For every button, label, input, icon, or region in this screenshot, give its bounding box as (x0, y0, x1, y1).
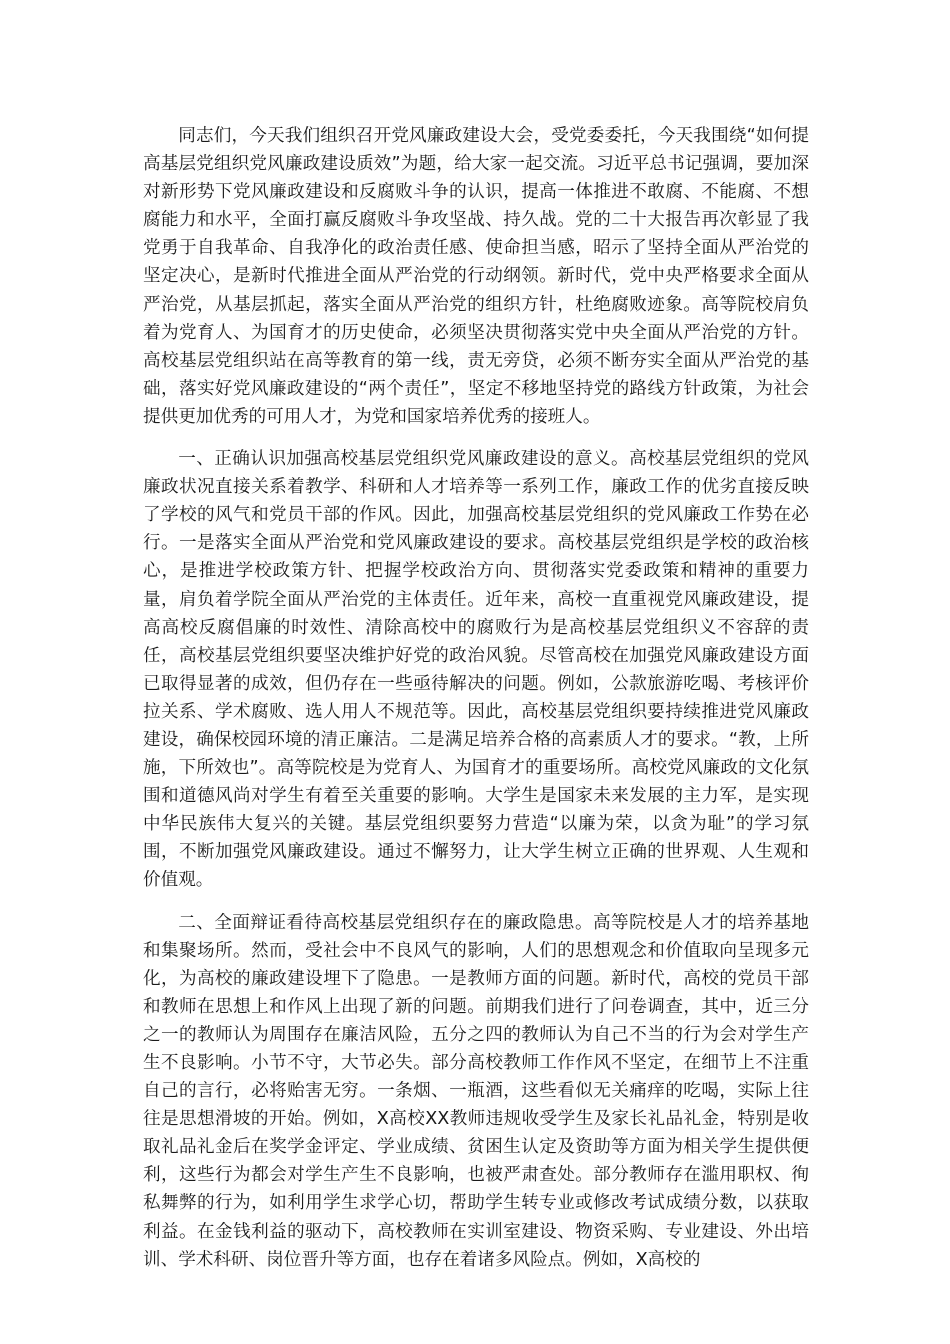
paragraph-section-1: 一、正确认识加强高校基层党组织党风廉政建设的意义。高校基层党组织的党风廉政状况直接关系着教学、科研和人才培养等一系列工作，廉政工作的优劣直接反映了学校的风气和党员干部的作风。因此，加强高校基层党组织的党风廉政工作势在必行。一是落实全面从严治党和党风廉政建设的要求。高校基层党组织是学校的政治核心，是推进学校政策方针、把握学校政治方向、贯彻落实党委政策和精神的重要力量，肩负着学院全面从严治党的主体责任。近年来，高校一直重视党风廉政建设，提高高校反腐倡廉的时效性、清除高校中的腐败行为是高校基层党组织义不容辞的责任，高校基层党组织要坚决维护好党的政治风貌。尽管高校在加强党风廉政建设方面已取得显著的成效，但仍存在一些亟待解决的问题。例如，公款旅游吃喝、考核评价拉关系、学术腐败、选人用人不规范等。因此，高校基层党组织要持续推进党风廉政建设，确保校园环境的清正廉洁。二是满足培养合格的高素质人才的要求。“教，上所施，下所效也”。高等院校是为党育人、为国育才的重要场所。高校党风廉政的文化氛围和道德风尚对学生有着至关重要的影响。大学生是国家未来发展的主力军，是实现中华民族伟大复兴的关键。基层党组织要努力营造“以廉为荣，以贪为耻”的学习氛围，不断加强党风廉政建设。通过不懈努力，让大学生树立正确的世界观、人生观和价值观。 (143, 449, 809, 891)
paragraph-section-2: 二、全面辩证看待高校基层党组织存在的廉政隐患。高等院校是人才的培养基地和集聚场所。然而，受社会中不良风气的影响，人们的思想观念和价值取向呈现多元化，为高校的廉政建设埋下了隐患。一是教师方面的问题。新时代，高校的党员干部和教师在思想上和作风上出现了新的问题。前期我们进行了问卷调查，其中，近三分之一的教师认为周围存在廉洁风险，五分之四的教师认为自己不当的行为会对学生产生不良影响。小节不守，大节必失。部分高校教师工作作风不坚定，在细节上不注重自己的言行，必将贻害无穷。一条烟、一瓶酒，这些看似无关痛痒的吃喝，实际上往往是思想滑坡的开始。例如，X高校XX教师违规收受学生及家长礼品礼金，特别是收取礼品礼金后在奖学金评定、学业成绩、贫困生认定及资助等方面为相关学生提供便利，这些行为都会对学生产生不良影响，也被严肃查处。部分教师存在滥用职权、徇私舞弊的行为，如利用学生求学心切，帮助学生转专业或修改考试成绩分数，以获取利益。在金钱利益的驱动下，高校教师在实训室建设、物资采购、专业建设、外出培训、学术科研、岗位晋升等方面，也存在着诸多风险点。例如，X高校的 (143, 912, 809, 1270)
document-body (143, 122, 809, 1274)
paragraph-intro: 同志们，今天我们组织召开党风廉政建设大会，受党委委托，今天我围绕“如何提高基层党组织党风廉政建设质效”为题，给大家一起交流。习近平总书记强调，要加深对新形势下党风廉政建设和反腐败斗争的认识，提高一体推进不敢腐、不能腐、不想腐能力和水平，全面打赢反腐败斗争攻坚战、持久战。党的二十大报告再次彰显了我党勇于自我革命、自我净化的政治责任感、使命担当感，昭示了坚持全面从严治党的坚定决心，是新时代推进全面从严治党的行动纲领。新时代，党中央严格要求全面从严治党，从基层抓起，落实全面从严治党的组织方针，杜绝腐败迹象。高等院校肩负着为党育人、为国育才的历史使命，必须坚决贯彻落实党中央全面从严治党的方针。高校基层党组织站在高等教育的第一线，责无旁贷，必须不断夯实全面从严治党的基础，落实好党风廉政建设的“两个责任”，坚定不移地坚持党的路线方针政策，为社会提供更加优秀的可用人才，为党和国家培养优秀的接班人。 (143, 126, 809, 427)
